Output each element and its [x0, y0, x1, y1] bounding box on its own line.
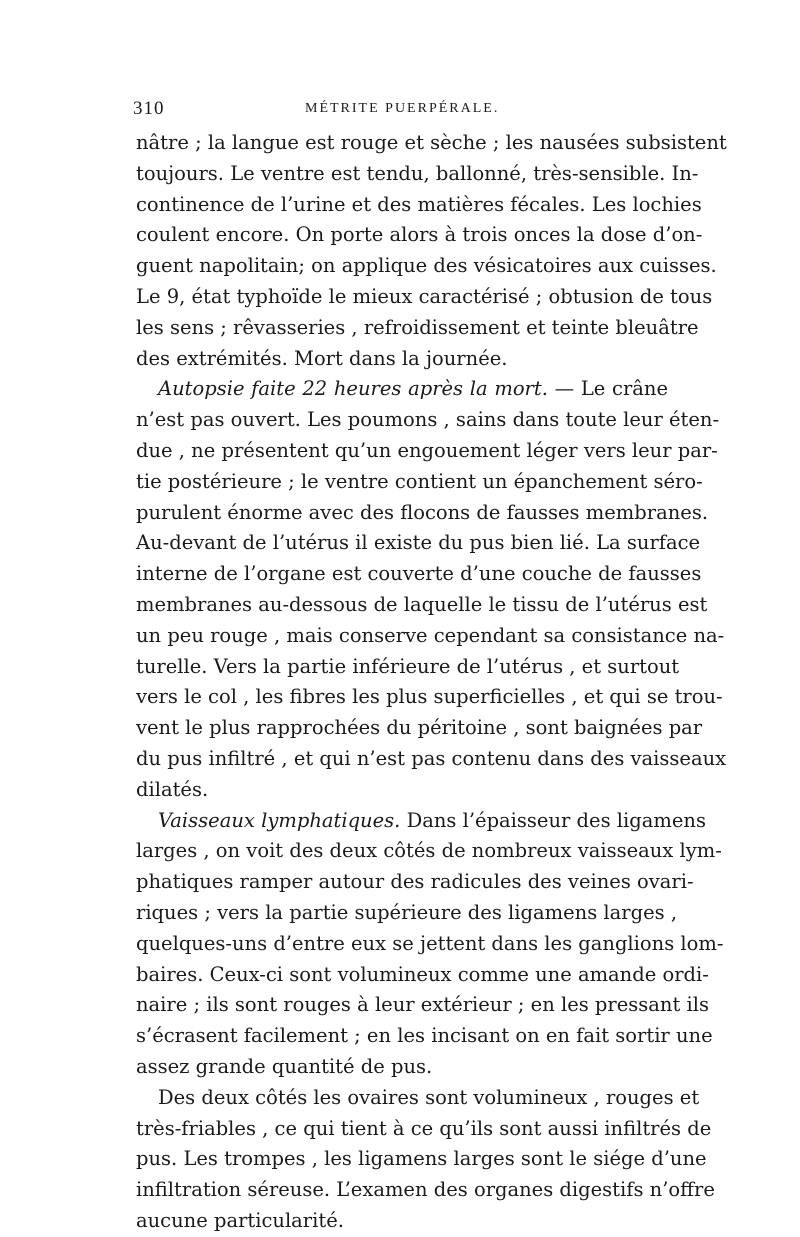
- text-line: toujours. Le ventre est tendu, ballonné, très-sensible. In-: [136, 161, 699, 185]
- body-text: [136, 128, 727, 1237]
- running-head: MÉTRITE PUERPÉRALE.: [305, 101, 500, 116]
- text-line: coulent encore. On porte alors à trois onces la dose d’on-: [136, 223, 703, 247]
- text-line: tie postérieure ; le ventre contient un épanchement séro-: [136, 469, 703, 493]
- text-line: [136, 806, 706, 837]
- ovaries-paragraph: [136, 1083, 715, 1237]
- text-line: Le 9, état typhoïde le mieux caractérisé ; obtusion de tous: [136, 284, 713, 308]
- text-line: pus. Les trompes , les ligamens larges sont le siége d’une: [136, 1147, 707, 1171]
- lymphatics-paragraph: [136, 806, 724, 1083]
- text-line: quelques-uns d’entre eux se jettent dans les ganglions lom-: [136, 931, 724, 955]
- text-line: du pus infiltré , et qui n’est pas contenu dans des vaisseaux: [136, 746, 727, 770]
- text-span: — Le crâne: [554, 377, 668, 401]
- text-line: guent napolitain; on applique des vésicatoires aux cuisses.: [136, 254, 717, 278]
- text-line: interne de l’organe est couverte d’une couche de fausses: [136, 562, 702, 586]
- autopsy-paragraph: [136, 374, 727, 805]
- text-line: très-friables , ce qui tient à ce qu’ils sont aussi infiltrés de: [136, 1116, 712, 1140]
- text-line: les sens ; rêvasseries , refroidissement et teinte bleuâtre: [136, 315, 699, 339]
- clinical-paragraph: [136, 128, 727, 374]
- text-line: des extrémités. Mort dans la journée.: [136, 346, 508, 370]
- text-line: membranes au-dessous de laquelle le tissu de l’utérus est: [136, 592, 708, 616]
- text-line: aucune particularité.: [136, 1208, 344, 1232]
- text-line: turelle. Vers la partie inférieure de l’utérus , et surtout: [136, 654, 680, 678]
- autopsy-heading: Autopsie faite 22 heures après la mort.: [158, 377, 548, 401]
- text-line: n’est pas ouvert. Les poumons , sains dans toute leur éten-: [136, 408, 720, 432]
- text-line: purulent énorme avec des flocons de fausses membranes.: [136, 500, 709, 524]
- text-line: vent le plus rapprochées du péritoine , sont baignées par: [136, 716, 703, 740]
- text-line: Au-devant de l’utérus il existe du pus bien lié. La surface: [136, 531, 701, 555]
- text-line: dilatés.: [136, 777, 209, 801]
- text-line: s’écrasent facilement ; en les incisant on en fait sortir une: [136, 1024, 713, 1048]
- page-header: [133, 98, 673, 126]
- text-line: infiltration séreuse. L’examen des organes digestifs n’offre: [136, 1178, 715, 1202]
- text-line: assez grande quantité de pus.: [136, 1054, 433, 1078]
- text-line: riques ; vers la partie supérieure des ligamens larges ,: [136, 900, 678, 924]
- text-line: [136, 374, 668, 405]
- text-line: nâtre ; la langue est rouge et sèche ; les nausées subsistent: [136, 131, 727, 154]
- text-line: vers le col , les fibres les plus superficielles , et qui se trou-: [136, 685, 723, 709]
- text-line: phatiques ramper autour des radicules des veines ovari-: [136, 870, 694, 894]
- text-line: larges , on voit des deux côtés de nombreux vaisseaux lym-: [136, 839, 722, 863]
- text-line: due , ne présentent qu’un engouement léger vers leur par-: [136, 438, 718, 462]
- text-line: un peu rouge , mais conserve cependant sa consistance na-: [136, 623, 725, 647]
- lymphatics-heading: Vaisseaux lymphatiques.: [158, 808, 401, 832]
- page-number: 310: [133, 98, 165, 119]
- text-line: Des deux côtés les ovaires sont volumineux , rouges et: [158, 1085, 700, 1109]
- text-line: baires. Ceux-ci sont volumineux comme une amande ordi-: [136, 962, 709, 986]
- text-line: continence de l’urine et des matières fécales. Les lochies: [136, 192, 702, 216]
- text-line: naire ; ils sont rouges à leur extérieur ; en les pressant ils: [136, 993, 709, 1017]
- text-span: Dans l’épaisseur des ligamens: [406, 808, 706, 832]
